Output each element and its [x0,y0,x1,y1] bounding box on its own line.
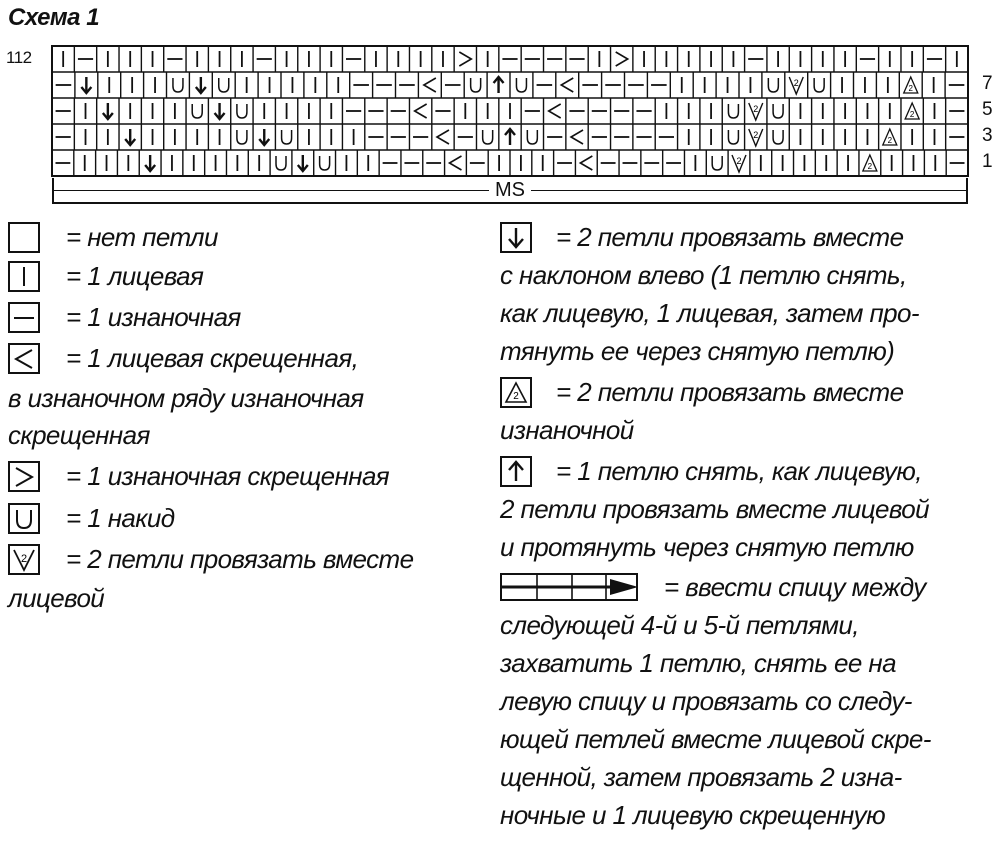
svg-text:2: 2 [753,104,759,114]
stitch-knit [856,98,867,124]
stitch-ssk [97,98,113,124]
stitch-knit [298,124,309,150]
stitch-purl [342,46,361,72]
stitch-purl [588,124,607,150]
stitch-purl [619,150,637,176]
stitch-ssk [119,124,135,150]
stitch-knit [253,98,264,124]
legend-s2kp-line-3: и протянуть через снятую петлю [500,532,914,562]
stitch-purl [611,98,630,124]
stitch-knit [97,124,108,150]
ssk-icon [500,222,534,254]
stitch-knit [454,98,465,124]
stitch-knit [879,98,890,124]
stitch-knit [74,124,85,150]
stitch-purl [432,98,451,124]
legend-knit-tbl-line-3: скрещенная [8,420,150,450]
stitch-purl [946,150,964,176]
stitch-knit [342,124,353,150]
stitch-yarn-over [521,124,537,150]
stitch-knit [248,150,259,176]
stitch-knit [97,46,108,72]
stitch-yarn-over [476,124,492,150]
stitch-knit [357,150,368,176]
legend-p2tog-line-1: = 2 петли провязать вместе [556,377,904,407]
stitch-knit [588,46,599,72]
legend-ssk-line-4: тянуть ее через снятую петлю) [500,336,895,366]
stitch-ssk [253,124,269,150]
stitch-knit [812,124,823,150]
legend-ssk-line-2: с наклоном влево (1 петлю снять, [500,260,907,290]
stitch-knit [141,124,152,150]
stitch-knit [119,98,130,124]
stitch-knit [881,150,892,176]
legend-p2tog-line-2: изнаночной [500,415,634,445]
stitch-knit [258,72,269,98]
stitch-purl [499,46,518,72]
svg-text:2: 2 [908,84,913,93]
stitch-purl [597,150,615,176]
stitch-knit [488,150,499,176]
stitch-knit [226,150,237,176]
stitch-knit [923,98,934,124]
stitch-knit-tbl [445,150,462,176]
stitch-purl [396,72,415,98]
stitch-knit [772,150,783,176]
stitch-knit [186,124,197,150]
row-label-7: 7 [982,73,993,94]
stitch-knit [117,150,128,176]
stitch-ssk [75,72,91,98]
stitch-knit [678,98,689,124]
legend-cable-line-1: = ввести спицу между [664,572,926,602]
stitch-knit [923,124,934,150]
stitch-knit [387,46,398,72]
stitch-knit [510,150,521,176]
svg-text:2: 2 [736,156,742,166]
stitch-purl [423,150,441,176]
legend-knit: = 1 лицевая [66,261,204,291]
stitch-knit [834,46,845,72]
stitch-purl [164,46,183,72]
repeat-marker: 112 [6,48,32,67]
svg-text:2: 2 [909,110,915,119]
stitch-knit [432,46,443,72]
legend-purl: = 1 изнаночная [66,302,241,332]
stitch-knit-tbl [418,72,435,98]
stitch-purl [611,124,630,150]
stitch-p2tog [859,150,877,176]
stitch-yarn-over [767,124,783,150]
stitch-purl [409,124,428,150]
stitch-knit [275,98,286,124]
stitch-purl [533,72,552,98]
stitch-knit [879,46,890,72]
stitch-knit [924,150,935,176]
stitch-p2tog [901,98,919,124]
stitch-knit [74,150,85,176]
stitch-yarn-over [275,124,291,150]
stitch-knit [208,46,219,72]
stitch-purl [387,98,406,124]
stitch-knit [164,98,175,124]
base-label: MS [489,179,531,201]
stitch-knit [231,46,242,72]
stitch-purl [647,72,666,98]
stitch-knit [700,124,711,150]
stitch-purl [625,72,644,98]
svg-text:2: 2 [513,391,519,402]
legend-ssk-line-1: = 2 петли провязать вместе [556,222,904,252]
stitch-knit [320,98,331,124]
stitch-purl [945,72,964,98]
stitch-purl [544,46,563,72]
stitch-k2tog [745,98,763,124]
stitch-purl [521,46,540,72]
stitch-knit-tbl [575,150,592,176]
stitch-purl [663,150,681,176]
stitch-knit [141,46,152,72]
stitch-knit [815,150,826,176]
stitch-knit [876,72,887,98]
stitch-p2tog [899,72,917,98]
stitch-knit [812,98,823,124]
stitch-s2kp [487,72,503,98]
stitch-knit [186,46,197,72]
stitch-yarn-over [314,150,330,176]
stitch-knit [532,150,543,176]
stitch-knit [409,46,420,72]
stitch-knit [678,46,689,72]
stitch-knit [750,150,761,176]
stitch-knit [476,98,487,124]
stitch-knit [119,46,130,72]
stitch-knit [700,46,711,72]
stitch-knit [161,150,172,176]
stitch-knit [812,46,823,72]
stitch-purl [342,98,361,124]
stitch-purl [350,72,369,98]
stitch-k2tog [728,150,746,176]
stitch-purl [655,124,674,150]
base-row [52,178,968,204]
stitch-knit-tbl [566,124,583,150]
stitch-knit [834,98,845,124]
stitch-purl [379,150,397,176]
stitch-knit [633,46,644,72]
stitch-ssk [139,150,155,176]
stitch-knit [298,46,309,72]
stitch-yarn-over [231,98,247,124]
stitch-knit [74,98,85,124]
stitch-purl [588,98,607,124]
legend-s2kp-line-1: = 1 петлю снять, как лицевую, [556,456,922,486]
stitch-purl [923,46,942,72]
stitch-knit-tbl [544,98,561,124]
stitch-purl [566,98,585,124]
stitch-knit-tbl [556,72,573,98]
stitch-yarn-over [767,98,783,124]
svg-text:2: 2 [793,78,799,88]
svg-text:2: 2 [20,553,28,565]
stitch-knit [476,46,487,72]
stitch-s2kp [499,124,515,150]
stitch-purl-tbl [611,46,628,72]
stitch-yarn-over [464,72,480,98]
stitch-knit [336,150,347,176]
stitch-purl [946,98,965,124]
stitch-knit-tbl [409,98,426,124]
stitch-knit [320,124,331,150]
stitch-purl-tbl [454,46,471,72]
stitch-knit [183,150,194,176]
cable-icon [500,572,646,604]
stitch-knit [700,98,711,124]
legend-yarn-over: = 1 накид [66,503,175,533]
row-label-3: 3 [982,125,993,146]
legend-cable-line-5: ющей петлей вместе лицевой скре- [500,724,931,754]
stitch-yarn-over [722,124,738,150]
stitch-purl [566,46,585,72]
row-label-5: 5 [982,99,993,120]
purl-tbl-icon [8,461,42,493]
stitch-knit [789,98,800,124]
stitch-ssk [189,72,205,98]
stitch-knit [141,98,152,124]
stitch-purl [365,124,384,150]
stitch-purl [554,150,572,176]
stitch-purl [946,124,965,150]
stitch-knit [922,72,933,98]
no-stitch-icon [8,222,42,254]
stitch-yarn-over [231,124,247,150]
stitch-yarn-over [762,72,778,98]
legend-cable-line-3: захватить 1 петлю, снять ее на [500,648,896,678]
stitch-yarn-over [270,150,286,176]
stitch-knit [96,150,107,176]
s2kp-icon [500,456,534,488]
stitch-knit [854,72,865,98]
stitch-purl [602,72,621,98]
stitch-purl [633,98,652,124]
stitch-knit [901,46,912,72]
stitch-purl [633,124,652,150]
stitch-knit [678,124,689,150]
stitch-knit [327,72,338,98]
legend-no-stitch: = нет петли [66,222,218,252]
stitch-knit [856,124,867,150]
stitch-knit [275,46,286,72]
stitch-purl [856,46,875,72]
stitch-knit [722,46,733,72]
svg-text:2: 2 [867,162,873,171]
stitch-knit [837,150,848,176]
stitch-knit-tbl [432,124,449,150]
stitch-purl [253,46,272,72]
stitch-knit [281,72,292,98]
stitch-knit [655,98,666,124]
chart-title: Схема 1 [8,4,100,31]
stitch-knit [499,98,510,124]
stitch-knit [304,72,315,98]
stitch-purl [579,72,598,98]
legend-cable-line-6: щенной, затем провязать 2 изна- [500,762,902,792]
stitch-knit [235,72,246,98]
stitch-knit [365,46,376,72]
stitch-ssk [208,98,224,124]
k2tog-icon [8,544,42,576]
legend-s2kp-line-2: 2 петли провязать вместе лицевой [500,494,930,524]
stitch-purl [745,46,764,72]
stitch-yarn-over [212,72,228,98]
legend-knit-tbl-line-2: в изнаночном ряду изнаночная [8,383,364,413]
stitch-ssk [292,150,308,176]
stitch-knit [98,72,109,98]
stitch-purl [387,124,406,150]
legend-k2tog-line-1: = 2 петли провязать вместе [66,544,414,574]
stitch-purl [521,98,540,124]
stitch-knit [903,150,914,176]
stitch-knit [298,98,309,124]
legend-cable-line-7: ночные и 1 лицевую скрещенную [500,800,886,830]
knit-tbl-icon [8,343,42,375]
stitch-knit [767,46,778,72]
legend-cable-line-2: следующей 4-й и 5-й петлями, [500,610,859,640]
stitch-purl [641,150,659,176]
stitch-knit [716,72,727,98]
stitch-knit [834,124,845,150]
stitch-knit [670,72,681,98]
svg-text:2: 2 [887,136,893,145]
stitch-knit [684,150,695,176]
row-label-1: 1 [982,151,993,172]
legend-cable-line-4: левую спицу и провязать со следу- [500,686,912,716]
stitch-purl [544,124,563,150]
stitch-knit [831,72,842,98]
stitch-purl [365,98,384,124]
stitch-purl [466,150,484,176]
legend-purl-tbl: = 1 изнаночная скрещенная [66,461,390,491]
stitch-knit [205,150,216,176]
stitch-yarn-over [167,72,183,98]
p2tog-icon [500,377,534,409]
legend-k2tog-line-2: лицевой [8,583,105,613]
stitch-k2tog [745,124,763,150]
stitch-p2tog [879,124,897,150]
stitch-k2tog [785,72,803,98]
legend-knit-tbl-line-1: = 1 лицевая скрещенная, [66,343,359,373]
svg-text:2: 2 [753,130,759,140]
knit-icon [8,261,42,293]
stitch-knit [901,124,912,150]
stitch-purl [454,124,473,150]
stitch-knit [739,72,750,98]
stitch-purl [441,72,460,98]
stitch-knit [946,46,957,72]
stitch-knit [789,46,800,72]
stitch-yarn-over [706,150,722,176]
stitch-knit [121,72,132,98]
stitch-yarn-over [722,98,738,124]
purl-icon [8,302,42,334]
stitch-purl [401,150,419,176]
stitch-knit [789,124,800,150]
stitch-yarn-over [186,98,202,124]
stitch-purl [74,46,93,72]
stitch-yarn-over [510,72,526,98]
stitch-knit [164,124,175,150]
stitch-knit [320,46,331,72]
stitch-knit [693,72,704,98]
legend-ssk-line-3: как лицевую, 1 лицевая, затем про- [500,298,919,328]
stitch-purl [373,72,392,98]
stitch-knit [794,150,805,176]
stitch-yarn-over [808,72,824,98]
stitch-knit [144,72,155,98]
yarn-over-icon [8,503,42,535]
stitch-knit [655,46,666,72]
stitch-knit [208,124,219,150]
